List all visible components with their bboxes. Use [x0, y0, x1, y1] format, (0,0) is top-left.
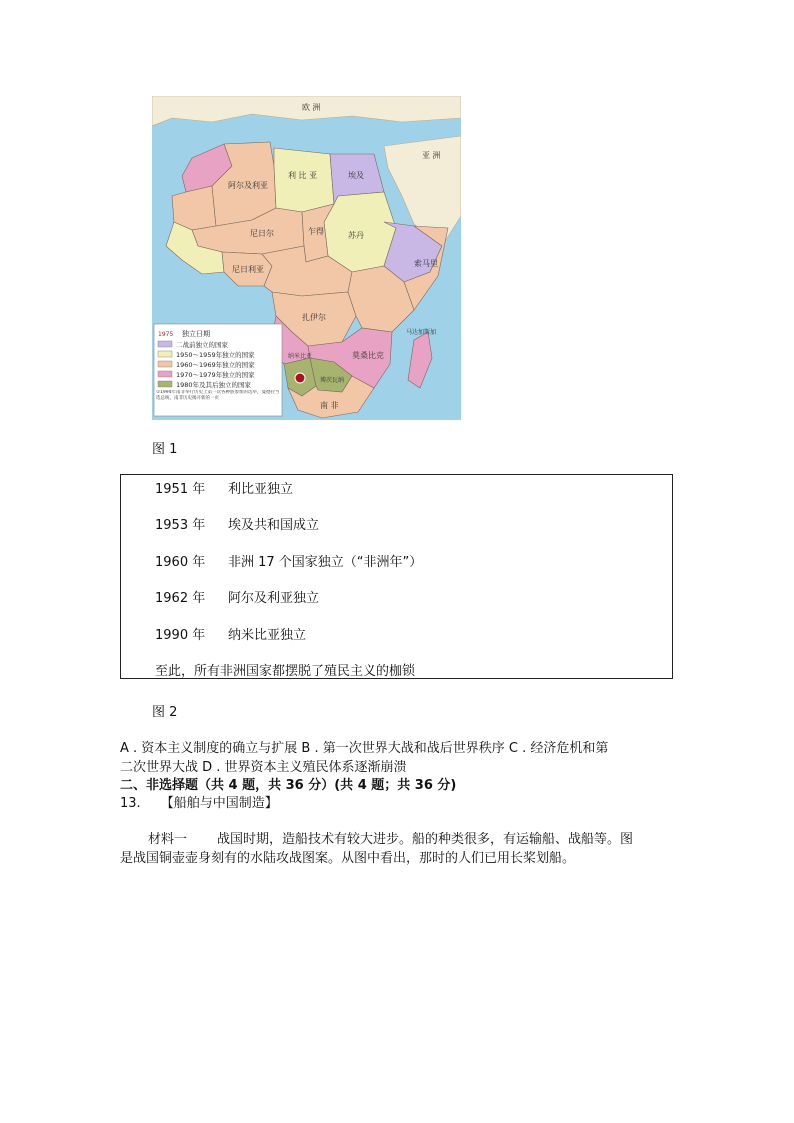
legend-item-1: 二战前独立的国家: [176, 341, 228, 349]
figure2-timeline-box: [120, 474, 673, 679]
label-madagascar: 马达加斯加: [406, 329, 437, 336]
legend-title: 独立日期: [182, 330, 210, 338]
legend-item-5: 1980年及其后独立的国家: [176, 381, 252, 389]
label-niger: 尼日尔: [250, 229, 274, 238]
question-number: 13.: [120, 796, 141, 811]
timeline-row: [155, 478, 293, 497]
timeline-row: [155, 551, 422, 570]
legend-swatch-2: [158, 351, 172, 357]
legend-swatch-5: [158, 381, 172, 387]
timeline-event: 纳米比亚独立: [228, 628, 307, 643]
label-europe: 欧 洲: [302, 103, 321, 112]
timeline-year: 1962 年: [155, 591, 206, 606]
material-1-line-2: 是战国铜壶壶身刻有的水陆攻战图案。从图中看出，那时的人们已用长桨划船。: [120, 851, 576, 866]
label-nigeria: 尼日利亚: [232, 265, 264, 274]
legend-note: ①1994年南非举行历史上第一次各种族参加的选举，曼德拉当选总统，南非历史揭开新的一页: [156, 390, 280, 401]
question-title: 【船舶与中国制造】: [160, 796, 278, 811]
label-somalia: 索马里: [414, 259, 438, 268]
label-botswana: 博茨瓦纳: [320, 377, 345, 384]
africa-independence-map: [152, 96, 461, 420]
map-legend: [154, 324, 282, 416]
timeline-year: 1953 年: [155, 518, 206, 533]
namibia-marker-icon: [295, 373, 305, 383]
timeline-event: 阿尔及利亚独立: [228, 591, 320, 606]
legend-swatch-3: [158, 361, 172, 367]
timeline-year: 1951 年: [155, 482, 206, 497]
legend-swatch-1: [158, 341, 172, 347]
label-namibia: 纳米比亚: [288, 353, 313, 360]
legend-swatch-4: [158, 371, 172, 377]
figure2-caption: 图 2: [152, 705, 178, 720]
legend-item-2: 1950～1959年独立的国家: [176, 351, 255, 359]
timeline-row: [155, 587, 319, 606]
timeline-year: 1990 年: [155, 628, 206, 643]
options-line-1: A . 资本主义制度的确立与扩展 B . 第一次世界大战和战后世界秩序 C . 经济危机和第: [120, 741, 609, 756]
legend-year-sample: 1975: [158, 331, 174, 338]
label-zaire: 扎伊尔: [302, 313, 326, 322]
timeline-row: [155, 514, 319, 533]
options-line-2: 二次世界大战 D . 世界资本主义殖民体系逐渐崩溃: [120, 760, 407, 775]
label-chad: 乍得: [308, 227, 324, 236]
timeline-conclusion: 至此，所有非洲国家都摆脱了殖民主义的枷锁: [155, 664, 416, 679]
label-mozambique: 莫桑比克: [352, 351, 384, 360]
label-egypt: 埃及: [348, 171, 364, 180]
timeline-row: [155, 624, 306, 643]
legend-note-wrap: [156, 390, 280, 416]
section-heading: 二、非选择题（共 4 题，共 36 分）(共 4 题；共 36 分): [120, 778, 457, 793]
libya-region: [274, 148, 334, 212]
label-libya: 利 比 亚: [288, 171, 318, 180]
label-algeria: 阿尔及利亚: [228, 181, 268, 190]
material-text-1: 战国时期，造船技术有较大进步。船的种类很多，有运输船、战船等。图: [217, 832, 634, 847]
label-sudan: 苏丹: [348, 231, 364, 240]
material-label: 材料一: [148, 832, 188, 847]
legend-item-4: 1970～1979年独立的国家: [176, 371, 255, 379]
legend-item-3: 1960～1969年独立的国家: [176, 361, 255, 369]
timeline-year: 1960 年: [155, 555, 206, 570]
timeline-event: 埃及共和国成立: [228, 518, 320, 533]
question-13-header: [120, 792, 278, 811]
label-asia: 亚 洲: [422, 151, 441, 160]
material-1-line-1: [148, 828, 633, 847]
timeline-event: 非洲 17 个国家独立（“非洲年”）: [228, 555, 423, 570]
label-south-africa: 南 非: [320, 401, 339, 410]
figure1-caption: 图 1: [152, 442, 178, 457]
timeline-event: 利比亚独立: [228, 482, 294, 497]
